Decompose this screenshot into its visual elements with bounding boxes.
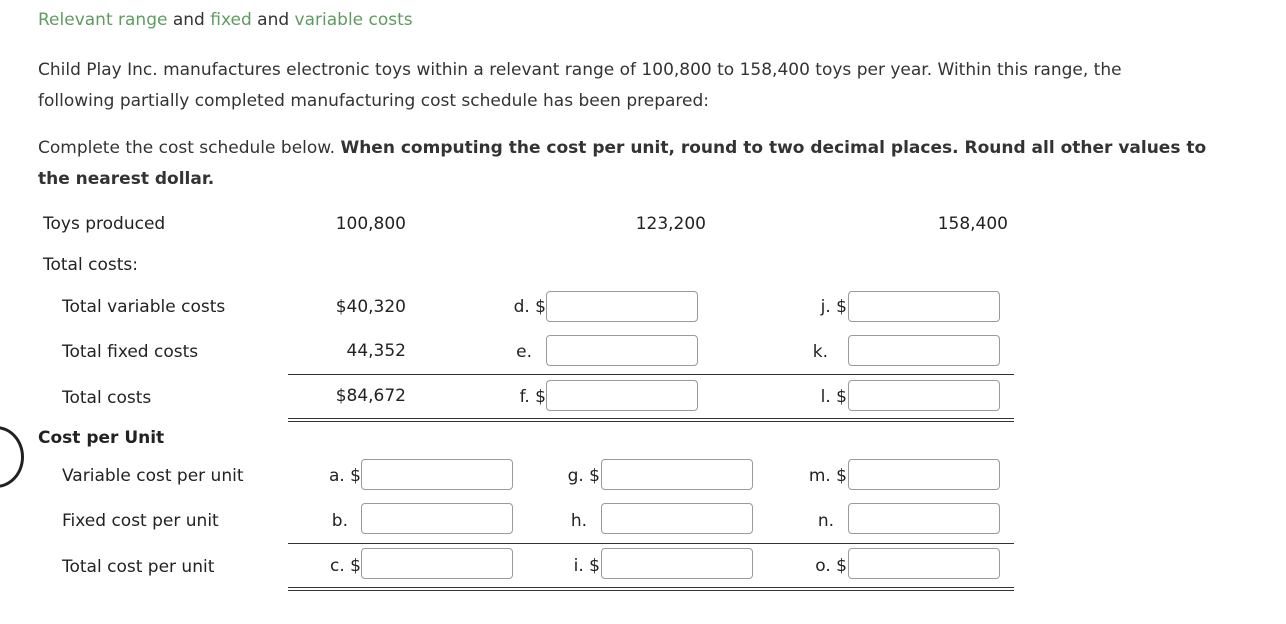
prefix-i: i. $ [573,556,600,576]
title-text: and [251,10,295,30]
col-header-2: 123,200 [635,214,706,234]
input-b[interactable] [361,503,513,534]
prefix-o: o. $ [815,556,847,576]
input-h[interactable] [601,503,753,534]
row-label-total-costs: Total costs [62,388,152,408]
prefix-j: j. $ [820,297,847,317]
input-a[interactable] [361,459,513,490]
title-link-variable-costs[interactable]: variable costs [294,10,413,30]
prefix-h: h. [570,511,587,531]
prefix-l: l. $ [820,387,847,407]
cpu-double-rule-top [288,587,1014,588]
prefix-c: c. $ [330,556,361,576]
prefix-g: g. $ [567,466,600,486]
input-e[interactable] [546,335,698,366]
input-c[interactable] [361,548,513,579]
row-label-total-fixed-costs: Total fixed costs [62,342,199,362]
row-label-fixed-cost-per-unit: Fixed cost per unit [62,511,219,531]
instruction-bold: When computing the cost per unit, round to two decimal places. Round all other values to [340,138,1207,158]
prefix-n: n. [817,511,834,531]
intro-line: following partially completed manufacturing cost schedule has been prepared: [38,91,710,111]
prefix-f: f. $ [519,387,546,407]
title-link-fixed[interactable]: fixed [210,10,252,30]
title-link-relevant-range[interactable]: Relevant range [38,10,168,30]
input-d[interactable] [546,291,698,322]
cpu-double-rule-bottom [288,590,1014,591]
instruction-paragraph [38,133,1206,195]
cost-per-unit-heading: Cost per Unit [38,428,165,448]
input-g[interactable] [601,459,753,490]
total-double-rule-top [288,418,1014,419]
row-label-variable-cost-per-unit: Variable cost per unit [62,466,244,486]
row-label-total-variable-costs: Total variable costs [62,297,226,317]
input-i[interactable] [601,548,753,579]
subtotal-rule [288,374,1014,375]
input-k[interactable] [848,335,1000,366]
row-label-total-cost-per-unit: Total cost per unit [62,557,215,577]
input-f[interactable] [546,380,698,411]
value-total-variable-costs: $40,320 [335,297,406,317]
instruction-bold: the nearest dollar. [38,169,215,189]
value-total-costs: $84,672 [335,386,406,406]
progress-ring-icon [0,426,24,488]
instruction-text: Complete the cost schedule below. [38,138,341,158]
input-n[interactable] [848,503,1000,534]
prefix-a: a. $ [328,466,361,486]
intro-paragraph [38,55,1122,117]
col-header-3: 158,400 [937,214,1008,234]
title-text: and [167,10,211,30]
total-costs-heading: Total costs: [43,255,138,275]
value-total-fixed-costs: 44,352 [346,341,406,361]
prefix-m: m. $ [808,466,847,486]
toys-produced-label: Toys produced [43,214,166,234]
col-header-1: 100,800 [335,214,406,234]
page-title [38,10,413,30]
prefix-b: b. [331,511,348,531]
subtotal-rule-cpu [288,543,1014,544]
intro-line: Child Play Inc. manufactures electronic toys within a relevant range of 100,800 to 158,400 toys per year. Within this range, the [38,60,1122,80]
prefix-e: e. [516,342,532,362]
input-o[interactable] [848,548,1000,579]
input-j[interactable] [848,291,1000,322]
prefix-k: k. [812,342,828,362]
prefix-d: d. $ [513,297,546,317]
input-m[interactable] [848,459,1000,490]
total-double-rule-bottom [288,421,1014,422]
input-l[interactable] [848,380,1000,411]
